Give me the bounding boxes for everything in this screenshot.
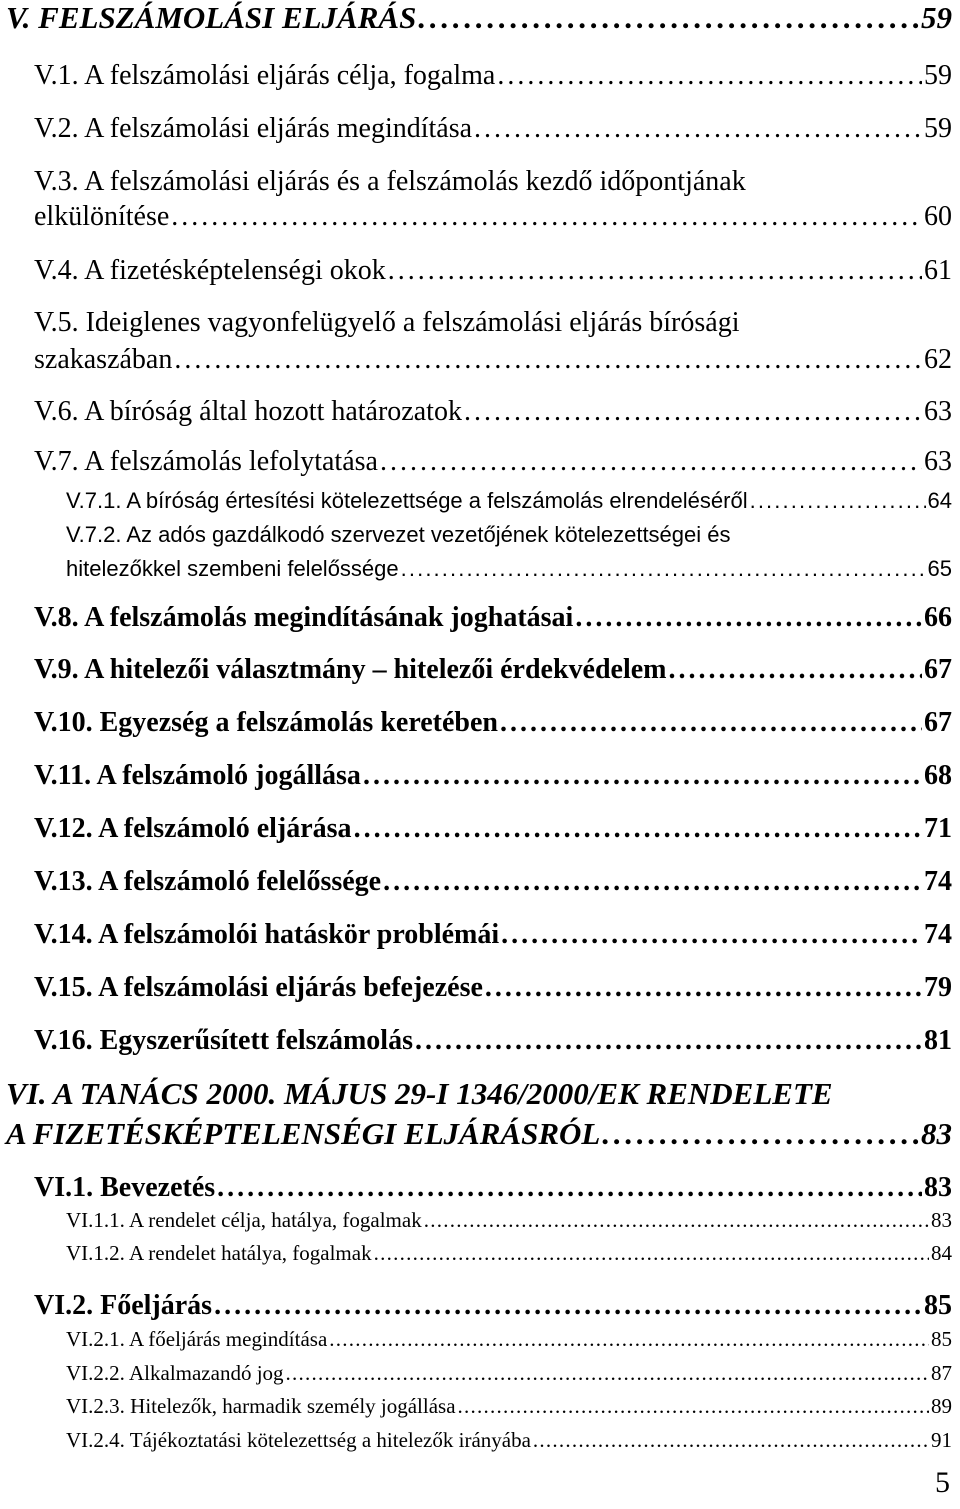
toc-entry-page: 83: [931, 1208, 952, 1232]
toc-entry-title: elkülönítése: [34, 201, 170, 232]
dot-leader: [383, 866, 922, 898]
toc-entry-title: V.7.1. A bíróság értesítési kötelezettsége a felszámolás elrendeléséről: [66, 488, 748, 513]
toc-entry-v10[interactable]: [34, 707, 952, 739]
toc-entry-title: V.11. A felszámoló jogállása: [34, 760, 361, 791]
toc-entry-title: szakaszában: [34, 344, 173, 375]
dot-leader: [171, 201, 922, 233]
dot-leader: [217, 1172, 922, 1204]
toc-entry-page: 89: [931, 1394, 952, 1418]
page-number: 5: [935, 1466, 950, 1499]
dot-leader: [501, 919, 922, 951]
toc-entry-title: V.9. A hitelezői választmány – hitelezői érdekvédelem: [34, 654, 667, 685]
toc-entry-v3-line1: V.3. A felszámolási eljárás és a felszámolás kezdő időpontjának: [34, 166, 746, 197]
toc-chapter-6[interactable]: [6, 1116, 952, 1152]
toc-entry-title: V.2. A felszámolási eljárás megindítása: [34, 113, 473, 144]
dot-leader: [464, 396, 922, 428]
toc-entry-v1[interactable]: [34, 60, 952, 92]
dot-leader: [286, 1361, 929, 1386]
toc-entry-vi2-3[interactable]: [66, 1394, 952, 1419]
toc-entry-page: 67: [924, 707, 952, 738]
toc-entry-page: 74: [924, 919, 952, 950]
toc-entry-page: 83: [924, 1172, 952, 1203]
dot-leader: [424, 1208, 929, 1233]
dot-leader: [388, 255, 922, 287]
toc-entry-page: 85: [924, 1290, 952, 1321]
dot-leader: [533, 1428, 929, 1453]
toc-entry-page: 87: [931, 1361, 952, 1385]
toc-entry-title: VI.2. Főeljárás: [34, 1290, 213, 1321]
toc-entry-title: V.8. A felszámolás megindításának joghatásai: [34, 602, 574, 633]
toc-entry-v2[interactable]: [34, 113, 952, 145]
dot-leader: [669, 654, 923, 686]
toc-entry-page: 61: [924, 255, 952, 286]
toc-entry-vi2-2[interactable]: [66, 1361, 952, 1386]
toc-entry-vi2-1[interactable]: [66, 1327, 952, 1352]
toc-entry-page: 60: [924, 201, 952, 232]
dot-leader: [418, 0, 919, 36]
toc-entry-v15[interactable]: [34, 972, 952, 1004]
toc-entry-page: 63: [924, 396, 952, 427]
dot-leader: [174, 344, 922, 376]
toc-entry-page: 68: [924, 760, 952, 791]
toc-entry-v6[interactable]: [34, 396, 952, 428]
toc-entry-title: VI.1.2. A rendelet hatálya, fogalmak: [66, 1241, 372, 1265]
dot-leader: [329, 1327, 929, 1352]
toc-entry-title: VI.2.2. Alkalmazandó jog: [66, 1361, 284, 1385]
toc-entry-v7-2-line1: V.7.2. Az adós gazdálkodó szervezet vezetőjének kötelezettségei és: [66, 522, 731, 547]
toc-entry-title: VI.2.1. A főeljárás megindítása: [66, 1327, 328, 1351]
toc-chapter-5[interactable]: [6, 0, 952, 36]
toc-entry-vi1-2[interactable]: [66, 1241, 952, 1266]
toc-entry-page: 65: [927, 556, 952, 581]
toc-entry-v5[interactable]: [34, 344, 952, 376]
toc-entry-v16[interactable]: [34, 1025, 952, 1057]
toc-entry-title: VI.2.4. Tájékoztatási kötelezettség a hitelezők irányába: [66, 1428, 531, 1452]
toc-entry-title: VI.2.3. Hitelezők, harmadik személy jogállása: [66, 1394, 456, 1418]
toc-entry-page: 67: [924, 654, 952, 685]
toc-entry-v5-line1: V.5. Ideiglenes vagyonfelügyelő a felszámolási eljárás bírósági: [34, 307, 740, 338]
dot-leader: [401, 556, 926, 582]
dot-leader: [500, 707, 922, 739]
toc-entry-vi1[interactable]: [34, 1172, 952, 1204]
dot-leader: [214, 1290, 922, 1322]
toc-entry-page: 66: [924, 602, 952, 633]
toc-entry-page: 83: [921, 1116, 952, 1151]
toc-entry-title: V.10. Egyezség a felszámolás keretében: [34, 707, 498, 738]
toc-entry-v4[interactable]: [34, 255, 952, 287]
toc-entry-vi2-4[interactable]: [66, 1428, 952, 1453]
toc-entry-title: hitelezőkkel szembeni felelőssége: [66, 556, 399, 581]
toc-entry-page: 71: [924, 813, 952, 844]
toc-entry-v12[interactable]: [34, 813, 952, 845]
toc-entry-v14[interactable]: [34, 919, 952, 951]
toc-entry-v11[interactable]: [34, 760, 952, 792]
toc-entry-page: 59: [924, 113, 952, 144]
toc-entry-title: V. FELSZÁMOLÁSI ELJÁRÁS: [6, 0, 417, 35]
toc-entry-page: 74: [924, 866, 952, 897]
toc-entry-title: V.15. A felszámolási eljárás befejezése: [34, 972, 483, 1003]
toc-entry-page: 59: [924, 60, 952, 91]
toc-entry-page: 63: [924, 446, 952, 477]
dot-leader: [575, 602, 922, 634]
toc-entry-title: V.1. A felszámolási eljárás célja, fogalma: [34, 60, 496, 91]
toc-entry-vi2[interactable]: [34, 1290, 952, 1322]
toc-entry-page: 85: [931, 1327, 952, 1351]
dot-leader: [602, 1116, 919, 1152]
toc-entry-page: 62: [924, 344, 952, 375]
toc-entry-v8[interactable]: [34, 602, 952, 634]
toc-entry-title: VI.1. Bevezetés: [34, 1172, 216, 1203]
dot-leader: [415, 1025, 922, 1057]
toc-entry-page: 81: [924, 1025, 952, 1056]
toc-entry-v7[interactable]: [34, 446, 952, 478]
dot-leader: [474, 113, 922, 145]
toc-entry-title: V.6. A bíróság által hozott határozatok: [34, 396, 462, 427]
toc-entry-v7-2[interactable]: [66, 556, 952, 582]
dot-leader: [458, 1394, 929, 1419]
toc-entry-page: 84: [931, 1241, 952, 1265]
toc-entry-page: 64: [927, 488, 952, 513]
toc-entry-v3[interactable]: [34, 201, 952, 233]
toc-entry-title: VI.1.1. A rendelet célja, hatálya, fogalmak: [66, 1208, 422, 1232]
toc-entry-page: 91: [931, 1428, 952, 1452]
toc-entry-title: V.16. Egyszerűsített felszámolás: [34, 1025, 413, 1056]
toc-entry-title: V.14. A felszámolói hatáskör problémái: [34, 919, 500, 950]
toc-entry-title: V.4. A fizetésképtelenségi okok: [34, 255, 386, 286]
toc-entry-page: 79: [924, 972, 952, 1003]
dot-leader: [497, 60, 922, 92]
toc-entry-v13[interactable]: [34, 866, 952, 898]
dot-leader: [363, 760, 922, 792]
toc-entry-v7-1[interactable]: [66, 488, 952, 514]
toc-entry-v9[interactable]: [34, 654, 952, 686]
toc-entry-vi1-1[interactable]: [66, 1208, 952, 1233]
dot-leader: [485, 972, 922, 1004]
toc-entry-page: 59: [921, 0, 952, 35]
toc-entry-title: A FIZETÉSKÉPTELENSÉGI ELJÁRÁSRÓL: [6, 1116, 601, 1151]
dot-leader: [354, 813, 922, 845]
dot-leader: [380, 446, 922, 478]
dot-leader: [374, 1241, 929, 1266]
toc-entry-title: V.7. A felszámolás lefolytatása: [34, 446, 378, 477]
toc-entry-title: V.12. A felszámoló eljárása: [34, 813, 352, 844]
toc-chapter-6-line1: VI. A TANÁCS 2000. MÁJUS 29-I 1346/2000/EK RENDELETE: [6, 1076, 833, 1111]
toc-entry-title: V.13. A felszámoló felelőssége: [34, 866, 382, 897]
dot-leader: [750, 488, 926, 514]
